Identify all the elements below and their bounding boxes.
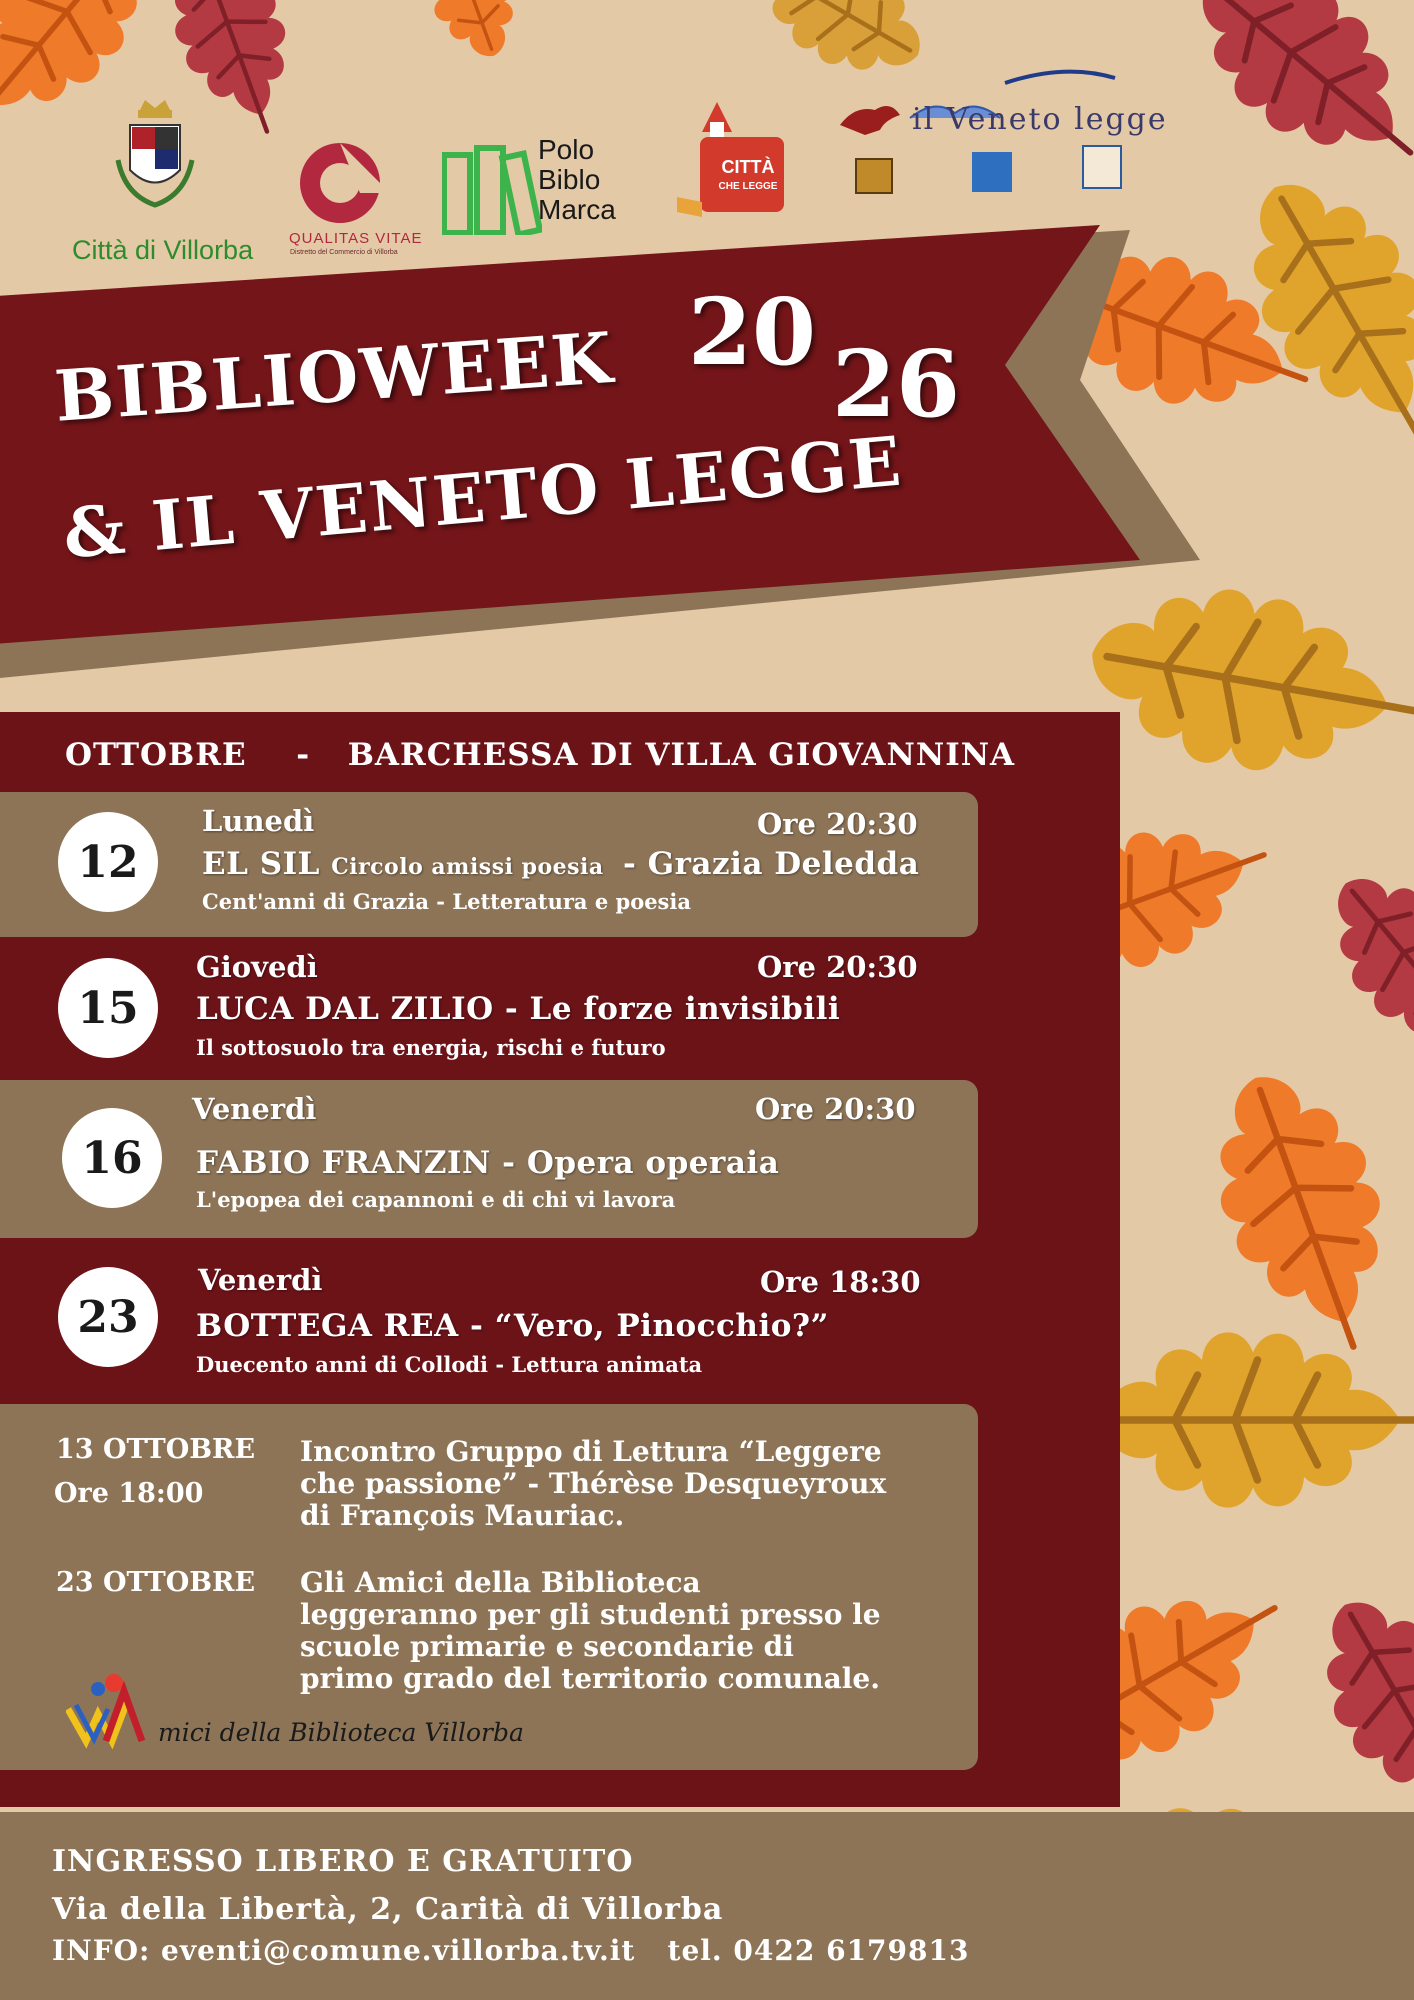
event-title-rest: - Grazia Deledda: [622, 846, 920, 882]
title-year-top: 20: [688, 278, 817, 386]
extra-date-13: 13 OTTOBRE: [56, 1434, 256, 1465]
program-heading: [65, 737, 1015, 773]
footer-contacts: INFO: eventi@comune.villorba.tv.it tel. 0422 6179813: [52, 1934, 970, 1967]
regione-veneto-logo-icon: [855, 158, 893, 194]
qualitas-vitae-logo-icon: [295, 138, 391, 228]
event-day: Lunedì: [202, 804, 315, 838]
event-day: Venerdì: [192, 1092, 317, 1126]
citta-di-villorba-label: Città di Villorba: [72, 235, 254, 265]
event-day: Giovedì: [196, 950, 318, 984]
winged-lion-icon: [835, 95, 905, 145]
leaf-right-red-1: [1301, 846, 1414, 1090]
usr-logo-icon: [972, 152, 1012, 192]
event-date-circle: 15: [58, 958, 158, 1058]
title-year-bottom: 26: [832, 330, 961, 438]
event-title: LUCA DAL ZILIO - Le forze invisibili: [196, 991, 841, 1027]
leaf-right-red-2: [1289, 1573, 1414, 1847]
leaf-right-orange-3: [1184, 1052, 1414, 1373]
footer-entry-note: INGRESSO LIBERO E GRATUITO: [52, 1844, 634, 1879]
il-veneto-legge-label: il Veneto legge: [912, 102, 1168, 137]
event-subtitle: L'epopea dei capannoni e di chi vi lavora: [196, 1187, 676, 1212]
event-time: Ore 20:30: [755, 1092, 916, 1126]
extra-time-13: Ore 18:00: [54, 1478, 204, 1509]
event-time: Ore 20:30: [757, 950, 918, 984]
leaf-top-mid-orange: [403, 0, 532, 70]
citta-che-legge-label: CITTÀ CHE LEGGE: [718, 157, 778, 192]
event-time: Ore 20:30: [757, 807, 918, 841]
title-veneto-legge: & IL VENETO LEGGE: [60, 421, 906, 575]
municipal-crest-icon: [110, 100, 200, 220]
event-subtitle: Duecento anni di Collodi - Lettura animata: [196, 1352, 703, 1377]
event-card-12: [0, 792, 978, 937]
qualitas-vitae-subtitle: Distretto del Commercio di Villorba: [290, 249, 398, 256]
event-title: [202, 846, 919, 882]
event-day: Venerdì: [198, 1263, 323, 1297]
event-subtitle: Cent'anni di Grazia - Letteratura e poesia: [202, 889, 691, 914]
leaf-right-gold-2: [1077, 568, 1414, 798]
qualitas-vitae-label: QUALITAS VITAE: [289, 230, 423, 247]
extra-date-23: 23 OTTOBRE: [56, 1567, 256, 1598]
event-card-16: [0, 1080, 978, 1238]
aib-logo-icon: [1082, 145, 1122, 189]
polo-biblo-marca-label: Polo Biblo Marca: [538, 134, 616, 225]
event-time: Ore 18:30: [760, 1265, 921, 1299]
event-date-circle: 16: [62, 1108, 162, 1208]
books-logo-icon: [442, 140, 542, 235]
amici-biblioteca-logo-icon: [66, 1669, 166, 1749]
event-card-15: [0, 940, 978, 1075]
extra-text-23: Gli Amici della Biblioteca leggeranno per gli studenti presso le scuole primarie e secondarie di primo grado del territorio comunale.: [300, 1566, 881, 1695]
event-subtitle: Il sottosuolo tra energia, rischi e futuro: [196, 1035, 666, 1060]
title-bibliоweek: BIBLIOWEEK: [52, 315, 617, 438]
amici-biblioteca-label: mici della Biblioteca Villorba: [158, 1718, 524, 1747]
event-date-circle: 23: [58, 1267, 158, 1367]
event-title: FABIO FRANZIN - Opera operaia: [196, 1145, 780, 1181]
event-title-main: EL SIL: [202, 846, 320, 882]
leaf-top-right-red: [1163, 0, 1414, 206]
event-card-23: [0, 1245, 978, 1400]
extra-text-13: Incontro Gruppo di Lettura “Leggere che passione” - Thérèse Desqueyroux di François Mauriac.: [300, 1435, 887, 1532]
extra-events-box: [0, 1404, 978, 1770]
program-heading-venue: BARCHESSA DI VILLA GIOVANNINA: [347, 737, 1016, 773]
event-title: BOTTEGA REA - “Vero, Pinocchio?”: [196, 1308, 829, 1344]
program-heading-month: OTTOBRE: [65, 737, 247, 773]
program-heading-sep: -: [296, 737, 311, 773]
leaf-right-gold-3: [1100, 1332, 1414, 1507]
footer-panel: [0, 1812, 1414, 2000]
footer-address: Via della Libertà, 2, Carità di Villorba: [52, 1892, 724, 1927]
event-date-circle: 12: [58, 812, 158, 912]
event-title-small: Circolo amissi poesia: [331, 854, 604, 880]
